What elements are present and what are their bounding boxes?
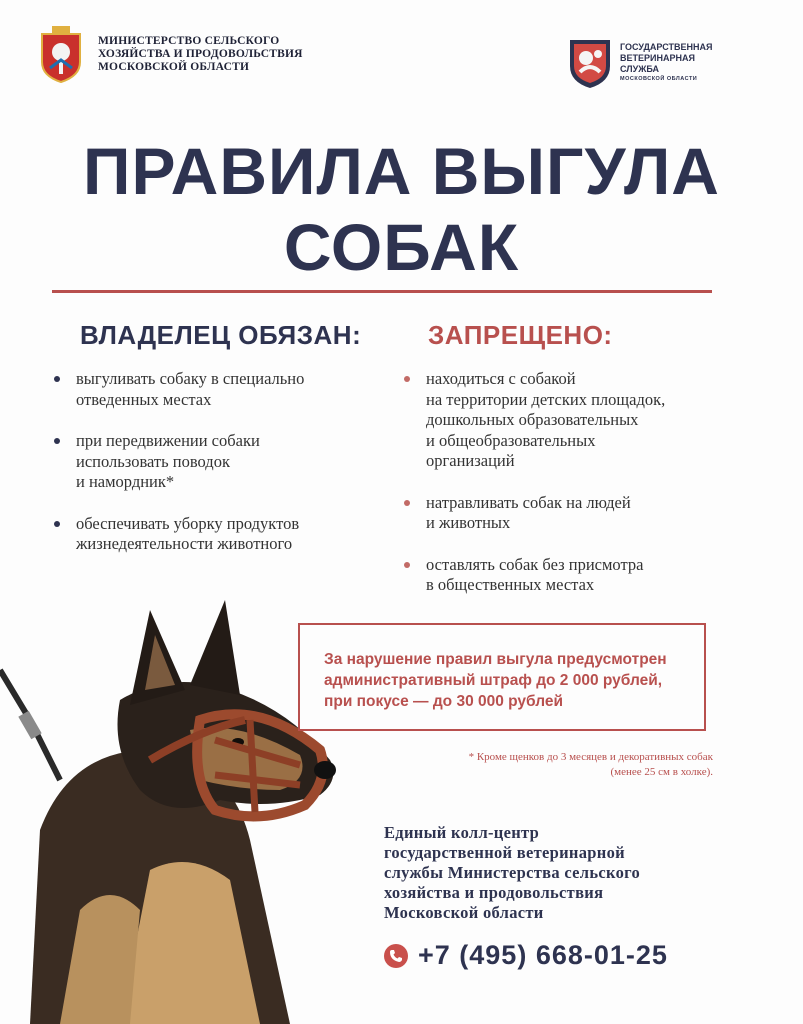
call-center-info [384,823,640,923]
coat-of-arms-icon [38,24,84,84]
list-item [54,369,374,410]
fine-notice-box [298,623,706,731]
list-item [54,431,374,493]
call-center-line: государственной ветеринарной [384,843,625,862]
bullet-icon [404,376,410,382]
bullet-icon [54,521,60,527]
ministry-name-line: МИНИСТЕРСТВО СЕЛЬСКОГО [98,34,280,47]
fine-line: при покусе — до 30 000 рублей [324,693,564,710]
bullet-icon [54,376,60,382]
bullet-icon [404,562,410,568]
vet-service-emblem-icon [566,34,614,90]
phone-number[interactable]: +7 (495) 668-01-25 [418,940,668,970]
owner-obligations-heading: ВЛАДЕЛЕЦ ОБЯЗАН: [80,320,362,350]
list-item [404,493,734,534]
list-item-text: натравливать собак на людей и животных [426,492,631,532]
phone-row [384,940,668,971]
page-title-line-1: ПРАВИЛА ВЫГУЛА [83,134,720,208]
title-divider [52,290,712,293]
bullet-icon [404,500,410,506]
list-item [404,369,734,472]
prohibited-heading: ЗАПРЕЩЕНО: [428,320,613,350]
prohibited-list [404,369,734,617]
vet-name-line: ГОСУДАРСТВЕННАЯ [620,41,713,52]
bullet-icon [54,438,60,444]
owner-obligations-list [54,369,374,576]
list-item-text: при передвижении собаки использовать поводок и намордник* [76,431,260,491]
vet-service-header [566,34,712,90]
fine-line: административный штраф до 2 000 рублей, [324,672,663,689]
page-title-line-2: СОБАК [283,210,520,284]
vet-name-line: ВЕТЕРИНАРНАЯ [620,52,695,63]
list-item-text: находиться с собакой на территории детских площадок, дошкольных образовательных и общеобразовательных организаций [426,369,666,470]
fine-notice-text [324,649,667,712]
list-item-text: оставлять собак без присмотра в общественных местах [426,554,644,594]
vet-region: МОСКОВСКОЙ ОБЛАСТИ [620,75,698,82]
vet-name-line: СЛУЖБА [620,63,659,74]
vet-service-name [620,42,712,83]
footnote-line: (менее 25 см в холке). [610,766,713,778]
call-center-line: Московской области [384,903,544,922]
list-item-text: выгуливать собаку в специально отведенных местах [76,369,305,409]
ministry-name [98,35,303,74]
fine-line: За нарушение правил выгула предусмотрен [324,651,667,668]
call-center-line: хозяйства и продовольствия [384,883,604,902]
list-item [54,514,374,555]
call-center-line: службы Министерства сельского [384,863,641,882]
ministry-name-line: ХОЗЯЙСТВА И ПРОДОВОЛЬСТВИЯ [98,47,303,60]
footnote-line: * Кроме щенков до 3 месяцев и декоративных собак [468,751,713,763]
ministry-header [38,24,303,84]
ministry-name-line: МОСКОВСКОЙ ОБЛАСТИ [98,60,250,73]
footnote [469,750,713,780]
list-item-text: обеспечивать уборку продуктов жизнедеятельности животного [76,513,300,553]
call-center-line: Единый колл-центр [384,823,540,842]
list-item [404,555,734,596]
phone-icon [384,944,408,968]
